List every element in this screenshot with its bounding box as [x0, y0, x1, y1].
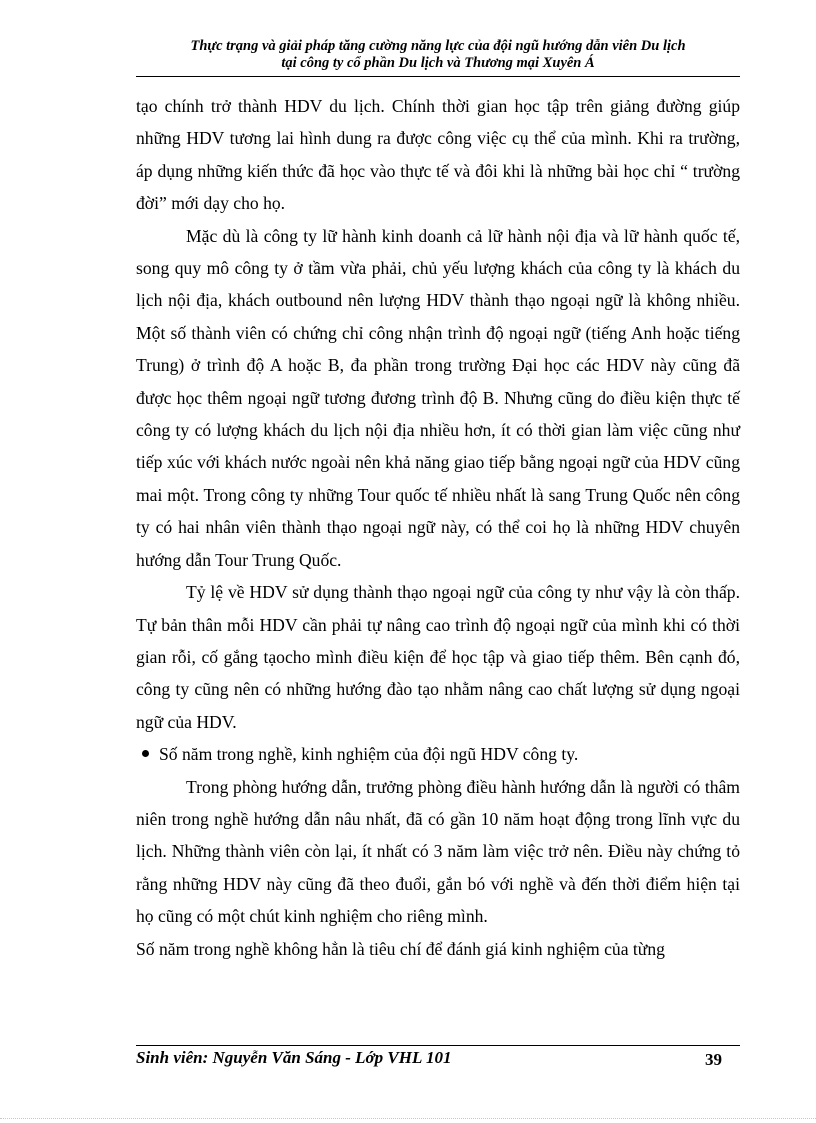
header-title-line-2: tại công ty cổ phần Du lịch và Thương mại Xuyên Á: [281, 55, 595, 71]
bullet-item-experience: [136, 738, 740, 770]
page-footer: [136, 1046, 740, 1072]
header-title-line-1: Thực trạng và giải pháp tăng cường năng lực của đội ngũ hướng dẫn viên Du lịch: [190, 38, 686, 54]
footer-student-info: Sinh viên: Nguyễn Văn Sáng - Lớp VHL 101: [136, 1048, 452, 1067]
page-number: 39: [705, 1050, 722, 1069]
page-bottom-border: [0, 1118, 816, 1119]
paragraph-experience-criteria: Số năm trong nghề không hẳn là tiêu chí để đánh giá kinh nghiệm của từng: [136, 938, 665, 959]
header-divider: [136, 76, 740, 77]
paragraph-seniority: Trong phòng hướng dẫn, trưởng phòng điều hành hướng dẫn là người có thâm niên trong nghề hướng dẫn nâu nhất, đã có gần 10 năm hoạt động trong lĩnh vực du lịch. Những thành viên còn lại, ít nhất có 3 năm làm việc trở nên. Điều này chứng tỏ rằng những HDV này cũng đã theo đuổi, gắn bó với nghề và đến thời điểm hiện tại họ cũng có một chút kinh nghiệm cho riêng mình.: [136, 776, 740, 927]
paragraph-language-ratio: Tỷ lệ về HDV sử dụng thành thạo ngoại ngữ của công ty như vậy là còn thấp. Tự bản thân mỗi HDV cần phải tự nâng cao trình độ ngoại ngữ của mình khi có thời gian rỗi, cố gắng tạocho mình điều kiện để học tập và giao tiếp thêm. Bên cạnh đó, công ty cũng nên có những hướng đào tạo nhằm nâng cao chất lượng sử dụng ngoại ngữ của HDV.: [136, 582, 740, 732]
body-text: [136, 90, 740, 965]
paragraph-company-scope: Mặc dù là công ty lữ hành kinh doanh cả lữ hành nội địa và lữ hành quốc tế, song quy mô công ty ở tầm vừa phải, chủ yếu lượng khách của công ty là khách du lịch nội địa, khách outbound nên lượng HDV thành thạo ngoại ngữ là không nhiều. Một số thành viên có chứng chỉ công nhận trình độ ngoại ngữ (tiếng Anh hoặc tiếng Trung) ở trình độ A hoặc B, đa phần trong trường Đại học các HDV này cũng đã được học thêm ngoại ngữ tương đương trình độ B. Nhưng cũng do điều kiện thực tế công ty có lượng khách du lịch nội địa nhiều hơn, ít có thời gian làm việc cũng như tiếp xúc với khách nước ngoài nên khả năng giao tiếp bằng ngoại ngữ của HDV cũng mai một. Trong công ty những Tour quốc tế nhiều nhất là sang Trung Quốc nên công ty có hai nhân viên thành thạo ngoại ngữ này, có thể coi họ là những HDV chuyên hướng dẫn Tour Trung Quốc.: [136, 225, 740, 570]
paragraph-continuation: tạo chính trở thành HDV du lịch. Chính thời gian học tập trên giảng đường giúp những HDV tương lai hình dung ra được công việc cụ thể của mình. Khi ra trường, áp dụng những kiến thức đã học vào thực tế và đôi khi là những bài học chỉ “ trường đời” mới dạy cho họ.: [136, 96, 740, 214]
bullet-text: Số năm trong nghề, kinh nghiệm của đội ngũ HDV công ty.: [159, 744, 579, 765]
bullet-icon: [142, 750, 149, 757]
running-header: [136, 38, 740, 72]
